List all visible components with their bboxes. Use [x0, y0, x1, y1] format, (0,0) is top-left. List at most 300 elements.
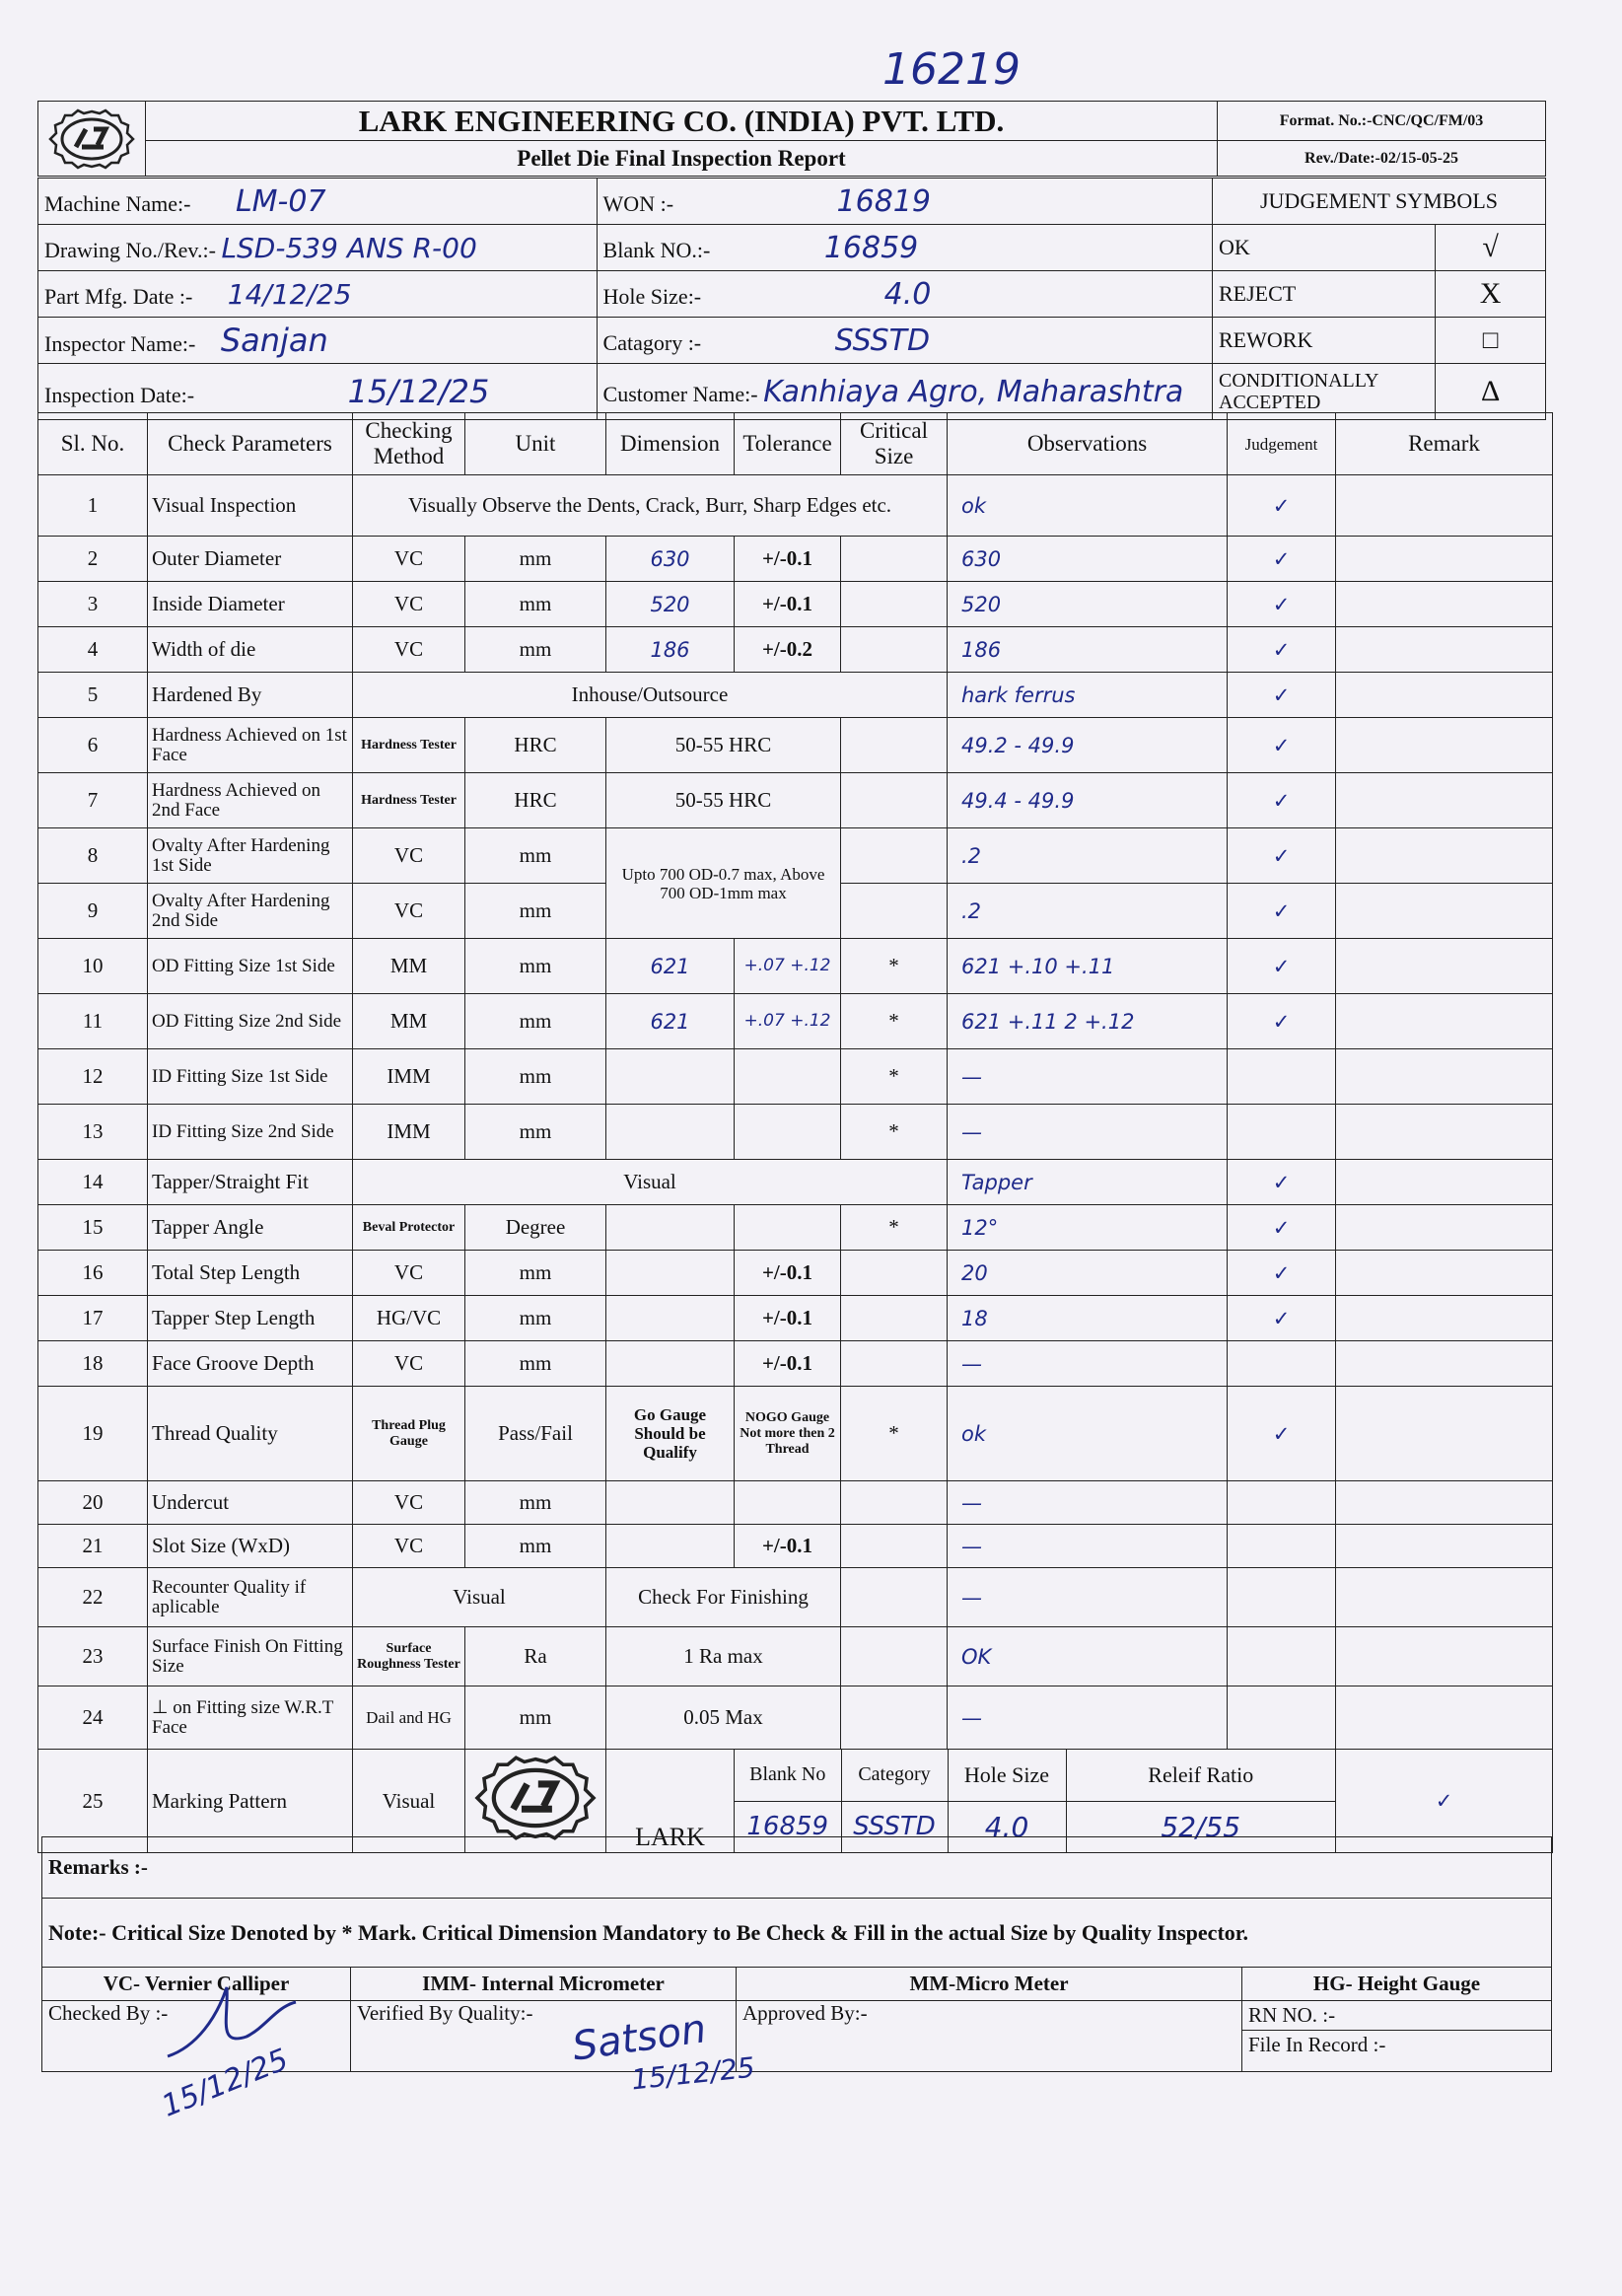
- row-parameter: Hardness Achieved on 1st Face: [148, 718, 353, 773]
- row-number: 3: [38, 582, 148, 627]
- marking-lark-text: LARK: [606, 1750, 735, 1853]
- row-unit: mm: [465, 1481, 606, 1525]
- row-observation: 630: [948, 537, 1228, 582]
- row-method: VC: [353, 537, 465, 582]
- row-remark: [1336, 1686, 1553, 1750]
- row-number: 18: [38, 1341, 148, 1387]
- row-observation: —: [948, 1686, 1228, 1750]
- verifier-signature-name: Satson: [569, 2006, 710, 2070]
- legend-mm: MM-Micro Meter: [737, 1968, 1242, 2001]
- row-tolerance: +/-0.1: [735, 582, 841, 627]
- table-row: [38, 673, 1553, 718]
- row-remark: [1336, 1341, 1553, 1387]
- row-dimension: [606, 1105, 735, 1160]
- table-row: [38, 1341, 1553, 1387]
- table-header-row: [38, 413, 1553, 475]
- row-critical: [841, 627, 948, 673]
- row-spec: 0.05 Max: [606, 1686, 841, 1750]
- row-parameter: Thread Quality: [148, 1387, 353, 1481]
- row-method: Visual: [353, 1750, 465, 1853]
- row-method: IMM: [353, 1049, 465, 1105]
- row-number: 19: [38, 1387, 148, 1481]
- row-critical: [841, 773, 948, 828]
- row-spec: 1 Ra max: [606, 1627, 841, 1686]
- row-judgement: ✓: [1228, 1160, 1336, 1205]
- row-observation: 49.2 - 49.9: [948, 718, 1228, 773]
- marking-label-category: Category: [841, 1750, 948, 1801]
- remarks-label: Remarks :-: [42, 1837, 1552, 1899]
- row-critical: *: [841, 1387, 948, 1481]
- row-parameter: Hardness Achieved on 2nd Face: [148, 773, 353, 828]
- row-observation: 621 +.10 +.11: [948, 939, 1228, 994]
- table-row: [38, 1160, 1553, 1205]
- row-method: Beval Protector: [353, 1205, 465, 1251]
- info-block: [37, 178, 1546, 420]
- marking-value-relief: 52/55: [1161, 1810, 1241, 1843]
- row-dimension: [606, 1296, 735, 1341]
- row-observation: Tapper: [948, 1160, 1228, 1205]
- row-remark: [1336, 1568, 1553, 1627]
- row-judgement: [1228, 1525, 1336, 1568]
- row-observation: 18: [948, 1296, 1228, 1341]
- row-remark: [1336, 537, 1553, 582]
- table-row: [38, 1205, 1553, 1251]
- row-number: 17: [38, 1296, 148, 1341]
- row-parameter: Inside Diameter: [148, 582, 353, 627]
- row-method: VC: [353, 582, 465, 627]
- row-method: MM: [353, 939, 465, 994]
- row-tolerance: +.07 +.12: [735, 939, 841, 994]
- row-remark: [1336, 1387, 1553, 1481]
- row-parameter: Total Step Length: [148, 1251, 353, 1296]
- row-tolerance: +/-0.1: [735, 537, 841, 582]
- row-number: 25: [38, 1750, 148, 1853]
- legend-imm: IMM- Internal Micrometer: [351, 1968, 737, 2001]
- row-observation: 520: [948, 582, 1228, 627]
- table-row: [38, 939, 1553, 994]
- row-critical: [841, 828, 948, 884]
- row-number: 20: [38, 1481, 148, 1525]
- row-number: 7: [38, 773, 148, 828]
- row-method: VC: [353, 1525, 465, 1568]
- table-row: [38, 1251, 1553, 1296]
- inspection-date-field: Inspection Date:- 15/12/25: [38, 364, 598, 420]
- table-row: [38, 1627, 1553, 1686]
- row-parameter: Tapper Step Length: [148, 1296, 353, 1341]
- row-judgement: ✓: [1228, 537, 1336, 582]
- row-method: IMM: [353, 1105, 465, 1160]
- row-method: VC: [353, 1481, 465, 1525]
- marking-logo-icon: [471, 1754, 599, 1842]
- row-parameter: Surface Finish On Fitting Size: [148, 1627, 353, 1686]
- row-unit: mm: [465, 537, 606, 582]
- marking-value-category: SSSTD: [841, 1801, 948, 1852]
- row-observation: —: [948, 1568, 1228, 1627]
- row-remark: [1336, 718, 1553, 773]
- row-judgement: ✓: [1228, 939, 1336, 994]
- row-observation: —: [948, 1481, 1228, 1525]
- table-row: [38, 1525, 1553, 1568]
- legend-hg: HG- Height Gauge: [1242, 1968, 1552, 2001]
- row-unit: Pass/Fail: [465, 1387, 606, 1481]
- row-merged-spec: Visually Observe the Dents, Crack, Burr, Sharp Edges etc.: [353, 475, 948, 537]
- row-critical: *: [841, 1205, 948, 1251]
- row-dimension: [606, 1049, 735, 1105]
- row-judgement: ✓: [1228, 773, 1336, 828]
- row-number: 22: [38, 1568, 148, 1627]
- row-tolerance: [735, 1105, 841, 1160]
- row-remark: [1336, 1296, 1553, 1341]
- row-observation: ok: [948, 1387, 1228, 1481]
- row-observation: 12°: [948, 1205, 1228, 1251]
- row-parameter: Face Groove Depth: [148, 1341, 353, 1387]
- col-critical-size: Critical Size: [841, 413, 948, 475]
- row-observation: —: [948, 1525, 1228, 1568]
- row-unit: mm: [465, 828, 606, 884]
- col-dimension: Dimension: [606, 413, 735, 475]
- table-row: [38, 828, 1553, 884]
- row-unit: HRC: [465, 718, 606, 773]
- row-number: 6: [38, 718, 148, 773]
- row-parameter: ID Fitting Size 1st Side: [148, 1049, 353, 1105]
- customer-field: Customer Name:- Kanhiaya Agro, Maharashtra: [597, 364, 1212, 420]
- verified-by: Verified By Quality:-: [351, 2001, 737, 2072]
- row-method-unit: Visual: [353, 1568, 606, 1627]
- format-no: Format. No.:-CNC/QC/FM/03: [1218, 102, 1546, 141]
- row-unit: Ra: [465, 1627, 606, 1686]
- row-dimension: 186: [606, 627, 735, 673]
- file-in-record: File In Record :-: [1248, 2033, 1386, 2056]
- row-parameter: ⊥ on Fitting size W.R.T Face: [148, 1686, 353, 1750]
- won-field: WON :- 16819: [597, 179, 1212, 225]
- row-critical: *: [841, 939, 948, 994]
- row-critical: [841, 1481, 948, 1525]
- row-method: HG/VC: [353, 1296, 465, 1341]
- row-remark: [1336, 1627, 1553, 1686]
- row-dimension: 520: [606, 582, 735, 627]
- row-tolerance: +/-0.1: [735, 1296, 841, 1341]
- verifier-signature: [569, 2006, 757, 2097]
- row-observation: 621 +.11 2 +.12: [948, 994, 1228, 1049]
- rev-date: Rev./Date:-02/15-05-25: [1218, 141, 1546, 177]
- row-critical: [841, 537, 948, 582]
- row-dimension: [606, 1205, 735, 1251]
- row-remark: [1336, 828, 1553, 884]
- row-dimension: Go Gauge Should be Qualify: [606, 1387, 735, 1481]
- inspector-field: Inspector Name:- Sanjan: [38, 318, 598, 364]
- checked-by: Checked By :-: [42, 2001, 351, 2072]
- row-critical: [841, 1525, 948, 1568]
- row-remark: [1336, 1049, 1553, 1105]
- row-unit: mm: [465, 627, 606, 673]
- critical-note: Note:- Critical Size Denoted by * Mark. Critical Dimension Mandatory to Be Check & Fill in the actual Size by Quality Inspector.: [42, 1899, 1552, 1968]
- row-judgement: ✓: [1228, 828, 1336, 884]
- part-date-field: Part Mfg. Date :- 14/12/25: [38, 271, 598, 318]
- row-number: 12: [38, 1049, 148, 1105]
- row-observation: OK: [948, 1627, 1228, 1686]
- row-critical: *: [841, 1049, 948, 1105]
- row-parameter: Recounter Quality if aplicable: [148, 1568, 353, 1627]
- row-judgement: ✓: [1228, 1387, 1336, 1481]
- row-unit: mm: [465, 884, 606, 939]
- table-row: [38, 994, 1553, 1049]
- company-name: LARK ENGINEERING CO. (INDIA) PVT. LTD.: [146, 102, 1218, 141]
- row-dimension: 630: [606, 537, 735, 582]
- judge-symbol-ok: √: [1436, 225, 1546, 271]
- row-number: 21: [38, 1525, 148, 1568]
- judge-label-rework: REWORK: [1213, 318, 1436, 364]
- row-dimension: [606, 1481, 735, 1525]
- row-critical: [841, 1627, 948, 1686]
- row-number: 4: [38, 627, 148, 673]
- row-number: 23: [38, 1627, 148, 1686]
- row-method: Surface Roughness Tester: [353, 1627, 465, 1686]
- row-judgement: ✓: [1228, 627, 1336, 673]
- row-remark: [1336, 1525, 1553, 1568]
- row-critical: [841, 1296, 948, 1341]
- row-judgement: ✓: [1228, 1296, 1336, 1341]
- row-parameter: Ovalty After Hardening 1st Side: [148, 828, 353, 884]
- row-judgement: [1228, 1049, 1336, 1105]
- judge-label-conditional: CONDITIONALLY ACCEPTED: [1213, 364, 1436, 420]
- table-row: [38, 475, 1553, 537]
- logo-cell: [38, 102, 146, 177]
- row-judgement: ✓: [1228, 884, 1336, 939]
- row-remark: [1336, 994, 1553, 1049]
- row-parameter: Marking Pattern: [148, 1750, 353, 1853]
- row-number: 8: [38, 828, 148, 884]
- col-judgement: Judgement: [1228, 413, 1336, 475]
- row-spec: Upto 700 OD-0.7 max, Above 700 OD-1mm max: [606, 828, 841, 939]
- row-parameter: Hardened By: [148, 673, 353, 718]
- col-tolerance: Tolerance: [735, 413, 841, 475]
- row-observation: .2: [948, 828, 1228, 884]
- row-critical: *: [841, 994, 948, 1049]
- marking-label-blank: Blank No: [735, 1750, 841, 1801]
- row-judgement: [1228, 1627, 1336, 1686]
- row-number: 16: [38, 1251, 148, 1296]
- row-method: MM: [353, 994, 465, 1049]
- table-row: [38, 718, 1553, 773]
- row-method: Hardness Tester: [353, 718, 465, 773]
- table-row: [38, 1049, 1553, 1105]
- col-check-parameters: Check Parameters: [148, 413, 353, 475]
- row-method: Hardness Tester: [353, 773, 465, 828]
- row-method: Dail and HG: [353, 1686, 465, 1750]
- row-number: 13: [38, 1105, 148, 1160]
- row-judgement: ✓: [1228, 1251, 1336, 1296]
- row-critical: [841, 1686, 948, 1750]
- row-unit: mm: [465, 1105, 606, 1160]
- row-remark: [1336, 1251, 1553, 1296]
- table-row: [38, 1568, 1553, 1627]
- row-parameter: Tapper Angle: [148, 1205, 353, 1251]
- row-judgement: ✓: [1336, 1750, 1553, 1853]
- company-logo-icon: [39, 108, 144, 171]
- row-unit: mm: [465, 582, 606, 627]
- row-unit: mm: [465, 939, 606, 994]
- row-remark: [1336, 673, 1553, 718]
- row-observation: —: [948, 1341, 1228, 1387]
- row-judgement: ✓: [1228, 718, 1336, 773]
- row-parameter: OD Fitting Size 1st Side: [148, 939, 353, 994]
- judge-symbol-conditional: Δ: [1436, 364, 1546, 420]
- row-remark: [1336, 627, 1553, 673]
- row-parameter: Outer Diameter: [148, 537, 353, 582]
- row-number: 5: [38, 673, 148, 718]
- row-judgement: ✓: [1228, 994, 1336, 1049]
- row-observation: 186: [948, 627, 1228, 673]
- table-row: [38, 1296, 1553, 1341]
- row-parameter: ID Fitting Size 2nd Side: [148, 1105, 353, 1160]
- row-observation: ok: [948, 475, 1228, 537]
- row-method: VC: [353, 627, 465, 673]
- row-spec: 50-55 HRC: [606, 773, 841, 828]
- row-remark: [1336, 475, 1553, 537]
- row-dimension: 621: [606, 939, 735, 994]
- judge-label-reject: REJECT: [1213, 271, 1436, 318]
- judge-label-ok: OK: [1213, 225, 1436, 271]
- row-parameter: OD Fitting Size 2nd Side: [148, 994, 353, 1049]
- row-remark: [1336, 1105, 1553, 1160]
- row-critical: [841, 582, 948, 627]
- judge-symbol-rework: □: [1436, 318, 1546, 364]
- row-unit: mm: [465, 1049, 606, 1105]
- row-dimension: [606, 1251, 735, 1296]
- row-parameter: Width of die: [148, 627, 353, 673]
- row-unit: mm: [465, 1251, 606, 1296]
- row-observation: —: [948, 1049, 1228, 1105]
- drawing-field: Drawing No./Rev.:- LSD-539 ANS R-00: [38, 225, 598, 271]
- inspection-table: [37, 412, 1553, 1853]
- row-parameter: Visual Inspection: [148, 475, 353, 537]
- row-parameter: Ovalty After Hardening 2nd Side: [148, 884, 353, 939]
- row-unit: mm: [465, 1341, 606, 1387]
- row-tolerance: NOGO Gauge Not more then 2 Thread: [735, 1387, 841, 1481]
- row-unit: mm: [465, 1296, 606, 1341]
- row-unit: mm: [465, 994, 606, 1049]
- row-parameter: Slot Size (WxD): [148, 1525, 353, 1568]
- row-remark: [1336, 939, 1553, 994]
- row-remark: [1336, 582, 1553, 627]
- row-number: 9: [38, 884, 148, 939]
- row-judgement: [1228, 1341, 1336, 1387]
- record-cell: [1242, 2001, 1552, 2072]
- row-critical: [841, 1568, 948, 1627]
- row-number: 2: [38, 537, 148, 582]
- row-method: Thread Plug Gauge: [353, 1387, 465, 1481]
- row-remark: [1336, 773, 1553, 828]
- row-merged-spec: Inhouse/Outsource: [353, 673, 948, 718]
- row-observation: —: [948, 1105, 1228, 1160]
- table-row: [38, 1686, 1553, 1750]
- row-tolerance: +.07 +.12: [735, 994, 841, 1049]
- row-tolerance: [735, 1481, 841, 1525]
- col-remark: Remark: [1336, 413, 1553, 475]
- row-tolerance: +/-0.1: [735, 1341, 841, 1387]
- row-number: 11: [38, 994, 148, 1049]
- marking-label-hole: Hole Size: [948, 1750, 1066, 1801]
- table-row: [38, 582, 1553, 627]
- table-row: [38, 1481, 1553, 1525]
- table-row: [38, 627, 1553, 673]
- row-remark: [1336, 1160, 1553, 1205]
- checker-signature: [157, 1977, 316, 2124]
- report-header: [37, 101, 1546, 177]
- col-unit: Unit: [465, 413, 606, 475]
- top-handwritten-number: 16219: [882, 44, 1021, 95]
- category-field: Catagory :- SSSTD: [597, 318, 1212, 364]
- table-row: [38, 1105, 1553, 1160]
- col-observations: Observations: [948, 413, 1228, 475]
- col-checking-method: Checking Method: [353, 413, 465, 475]
- row-tolerance: +/-0.1: [735, 1525, 841, 1568]
- row-judgement: ✓: [1228, 475, 1336, 537]
- table-row: [38, 537, 1553, 582]
- row-method: VC: [353, 828, 465, 884]
- row-number: 15: [38, 1205, 148, 1251]
- checker-signature-date: 15/12/25: [157, 2042, 294, 2124]
- row-judgement: ✓: [1228, 673, 1336, 718]
- row-dimension: [606, 1525, 735, 1568]
- row-tolerance: [735, 1049, 841, 1105]
- marking-value-hole: 4.0: [948, 1801, 1066, 1852]
- row-unit: mm: [465, 1686, 606, 1750]
- row-remark: [1336, 1481, 1553, 1525]
- row-number: 10: [38, 939, 148, 994]
- col-sl-no: Sl. No.: [38, 413, 148, 475]
- row-tolerance: +/-0.1: [735, 1251, 841, 1296]
- row-tolerance: +/-0.2: [735, 627, 841, 673]
- row-dimension: [606, 1341, 735, 1387]
- row-spec: 50-55 HRC: [606, 718, 841, 773]
- judge-symbol-reject: X: [1436, 271, 1546, 318]
- row-method: VC: [353, 1341, 465, 1387]
- row-judgement: ✓: [1228, 582, 1336, 627]
- row-method: VC: [353, 884, 465, 939]
- row-judgement: [1228, 1686, 1336, 1750]
- row-number: 1: [38, 475, 148, 537]
- judgement-title: JUDGEMENT SYMBOLS: [1213, 179, 1546, 225]
- row-judgement: [1228, 1105, 1336, 1160]
- table-row: [38, 773, 1553, 828]
- table-row: [38, 1387, 1553, 1481]
- row-method: VC: [353, 1251, 465, 1296]
- row-judgement: ✓: [1228, 1205, 1336, 1251]
- blank-field: Blank NO.:- 16859: [597, 225, 1212, 271]
- row-remark: [1336, 884, 1553, 939]
- row-merged-spec: Visual: [353, 1160, 948, 1205]
- row-unit: HRC: [465, 773, 606, 828]
- row-unit: mm: [465, 1525, 606, 1568]
- row-parameter: Tapper/Straight Fit: [148, 1160, 353, 1205]
- row-observation: hark ferrus: [948, 673, 1228, 718]
- verifier-signature-date: 15/12/25: [629, 2050, 757, 2097]
- row-observation: 20: [948, 1251, 1228, 1296]
- row-dimension: 621: [606, 994, 735, 1049]
- row-tolerance: [735, 1205, 841, 1251]
- row-spec: Check For Finishing: [606, 1568, 841, 1627]
- row-number: 24: [38, 1686, 148, 1750]
- approved-by: Approved By:-: [737, 2001, 1242, 2072]
- row-critical: [841, 884, 948, 939]
- row-parameter: Undercut: [148, 1481, 353, 1525]
- hole-field: Hole Size:- 4.0: [597, 271, 1212, 318]
- row-remark: [1336, 1205, 1553, 1251]
- row-observation: .2: [948, 884, 1228, 939]
- legend-vc: VC- Vernier Calliper: [42, 1968, 351, 2001]
- row-critical: [841, 1341, 948, 1387]
